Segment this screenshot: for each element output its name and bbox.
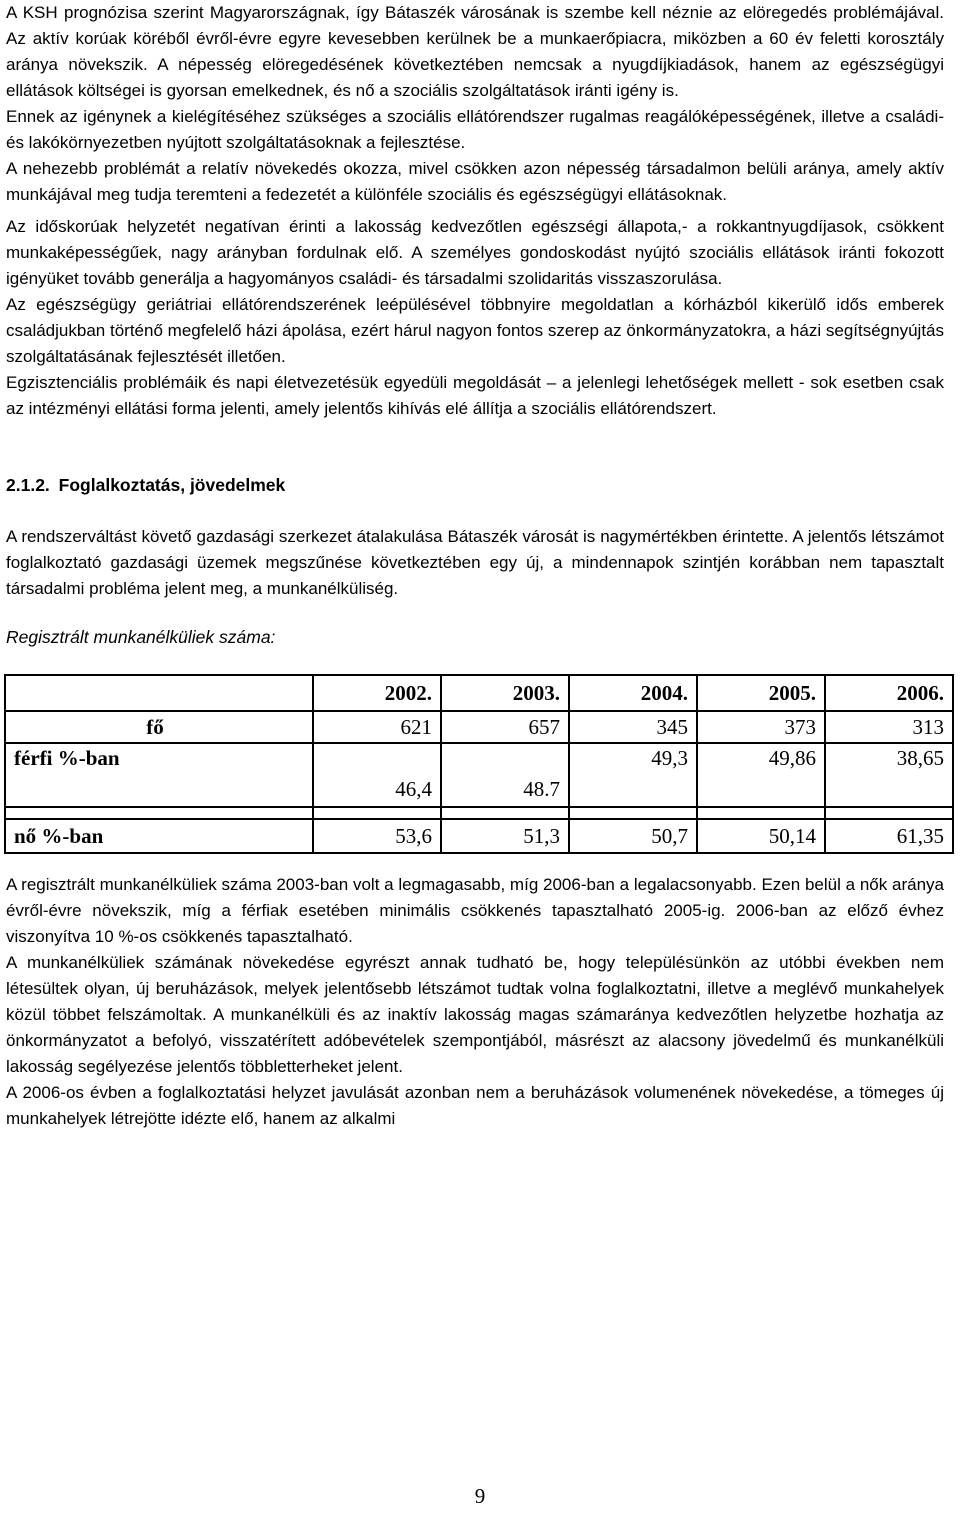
unemployment-table	[4, 674, 954, 854]
row-label: fő	[5, 711, 313, 743]
table-spacer-cell	[5, 807, 313, 819]
table-header-year: 2002.	[313, 675, 441, 711]
table-row-no	[5, 819, 953, 853]
paragraph-geriatric: Az egészségügy geriátriai ellátórendszerének leépülésével többnyire megoldatlan a kórházból kikerülő idős emberek családjukban történő megfelelő házi ápolása, ezért hárul nagyon fontos szerep az önkormányzatokra, a házi segítségnyújtás szolgáltatásának fejlesztését illetően.	[6, 295, 944, 366]
table-spacer-cell	[313, 807, 441, 819]
table-cell: 48.7	[441, 743, 569, 807]
section-title: Foglalkoztatás, jövedelmek	[58, 475, 286, 495]
paragraph-2006-employment: A 2006-os évben a foglalkoztatási helyzet javulását azonban nem a beruházások volumenének növekedése, a tömeges új munkahelyek létrejötte idézte elő, hanem az alkalmi	[6, 1083, 944, 1128]
paragraph-existential: Egzisztenciális problémáik és napi életvezetésük egyedüli megoldását – a jelenlegi lehetőségek mellett - sok esetben csak az intézményi ellátási forma jelenti, amely jelentős kihívás elé állítja a szociális ellátórendszert.	[6, 373, 944, 418]
table-spacer-cell	[569, 807, 697, 819]
table-header-row	[5, 675, 953, 711]
table-spacer-row	[5, 807, 953, 819]
paragraph-elderly-health: Az időskorúak helyzetét negatívan érinti a lakosság kedvezőtlen egészségi állapota,- a rokkantnyugdíjasok, csökkent munkaképességűek, nagy arányban fordulnak elő. A személyes gondoskodást nyújtó szociális ellátások iránti fokozott igényüket tovább generálja a hagyományos családi- és társadalmi szolidaritás visszaszorulása.	[6, 217, 944, 288]
table-row-ferfi	[5, 743, 953, 807]
section-number: 2.1.2.	[6, 475, 50, 495]
table-cell: 61,35	[825, 819, 953, 853]
page-number: 9	[474, 1484, 486, 1508]
table-cell: 51,3	[441, 819, 569, 853]
paragraph-section-intro: A rendszerváltást követő gazdasági szerkezet átalakulása Bátaszék városát is nagymértékben érintette. A jelentős létszámot foglalkoztató gazdasági üzemek megszűnése következtében egy új, a mindennapok szintjén korábban nem tapasztalt társadalmi probléma jelent meg, a munkanélküliség.	[6, 527, 944, 598]
table-row-fo	[5, 711, 953, 743]
table-cell: 46,4	[313, 743, 441, 807]
section-heading	[6, 472, 944, 498]
table-spacer-cell	[825, 807, 953, 819]
paragraph-care-needs: Ennek az igénynek a kielégítéséhez szükséges a szociális ellátórendszer rugalmas reagálóképességének, illetve a családi- és lakókörnyezetben nyújtott szolgáltatásoknak a fejlesztése.	[6, 107, 944, 152]
table-cell: 50,7	[569, 819, 697, 853]
table-cell: 313	[825, 711, 953, 743]
paragraph-aging: A KSH prognózisa szerint Magyarországnak, így Bátaszék városának is szembe kell néznie az elöregedés problémájával. Az aktív korúak köréből évről-évre egyre kevesebben kerülnek be a munkaerőpiacra, miközben a 60 év feletti korosztály aránya növekszik. A népesség elöregedésének következtében nemcsak a nyugdíjkiadások, hanem az egészségügyi ellátások költségei is gyorsan emelkednek, és nő a szociális szolgáltatások iránti igény is.	[6, 3, 944, 100]
table-header-year: 2003.	[441, 675, 569, 711]
table-cell: 38,65	[825, 743, 953, 807]
table-cell: 373	[697, 711, 825, 743]
row-label: férfi %-ban	[5, 743, 313, 807]
document-page	[6, 0, 944, 1132]
paragraph-unemployment-causes: A munkanélküliek számának növekedése egyrészt annak tudható be, hogy településünkön az utóbbi években nem létesültek olyan, új beruházások, melyek jelentősebb létszámot tudtak volna foglalkoztatni, illetve a meglévő munkahelyek közül többet felszámoltak. A munkanélküli és az inaktív lakosság magas számaránya kedvezőtlen helyzetbe hozhatja az önkormányzatot a befolyó, visszatérített adóbevételek szempontjából, másrészt az alacsony jövedelmű és munkanélküli lakosság segélyezése jelentős többletterheket jelent.	[6, 953, 944, 1076]
paragraph-relative-growth: A nehezebb problémát a relatív növekedés okozza, mivel csökken azon népesség társadalmon belüli aránya, amely aktív munkájával meg tudja teremteni a fedezetét a különféle szociális és egészségügyi ellátásoknak.	[6, 159, 944, 204]
row-label: nő %-ban	[5, 819, 313, 853]
table-cell: 49,3	[569, 743, 697, 807]
paragraph-unemployment-trend: A regisztrált munkanélküliek száma 2003-ban volt a legmagasabb, míg 2006-ban a legalacsonyabb. Ezen belül a nők aránya évről-évre növekszik, míg a férfiak esetében minimális csökkenés tapasztalható 2005-ig. 2006-ban az előző évhez viszonyítva 10 %-os csökkenés tapasztalható.	[6, 875, 944, 946]
table-header-year: 2005.	[697, 675, 825, 711]
table-spacer-cell	[697, 807, 825, 819]
table-spacer-cell	[441, 807, 569, 819]
table-cell: 49,86	[697, 743, 825, 807]
table-header-year: 2004.	[569, 675, 697, 711]
table-cell: 621	[313, 711, 441, 743]
table-cell: 657	[441, 711, 569, 743]
table-header-empty-cell	[5, 675, 313, 711]
table-cell: 53,6	[313, 819, 441, 853]
table-header-year: 2006.	[825, 675, 953, 711]
table-cell: 345	[569, 711, 697, 743]
table-cell: 50,14	[697, 819, 825, 853]
table-caption: Regisztrált munkanélküliek száma:	[6, 627, 276, 647]
